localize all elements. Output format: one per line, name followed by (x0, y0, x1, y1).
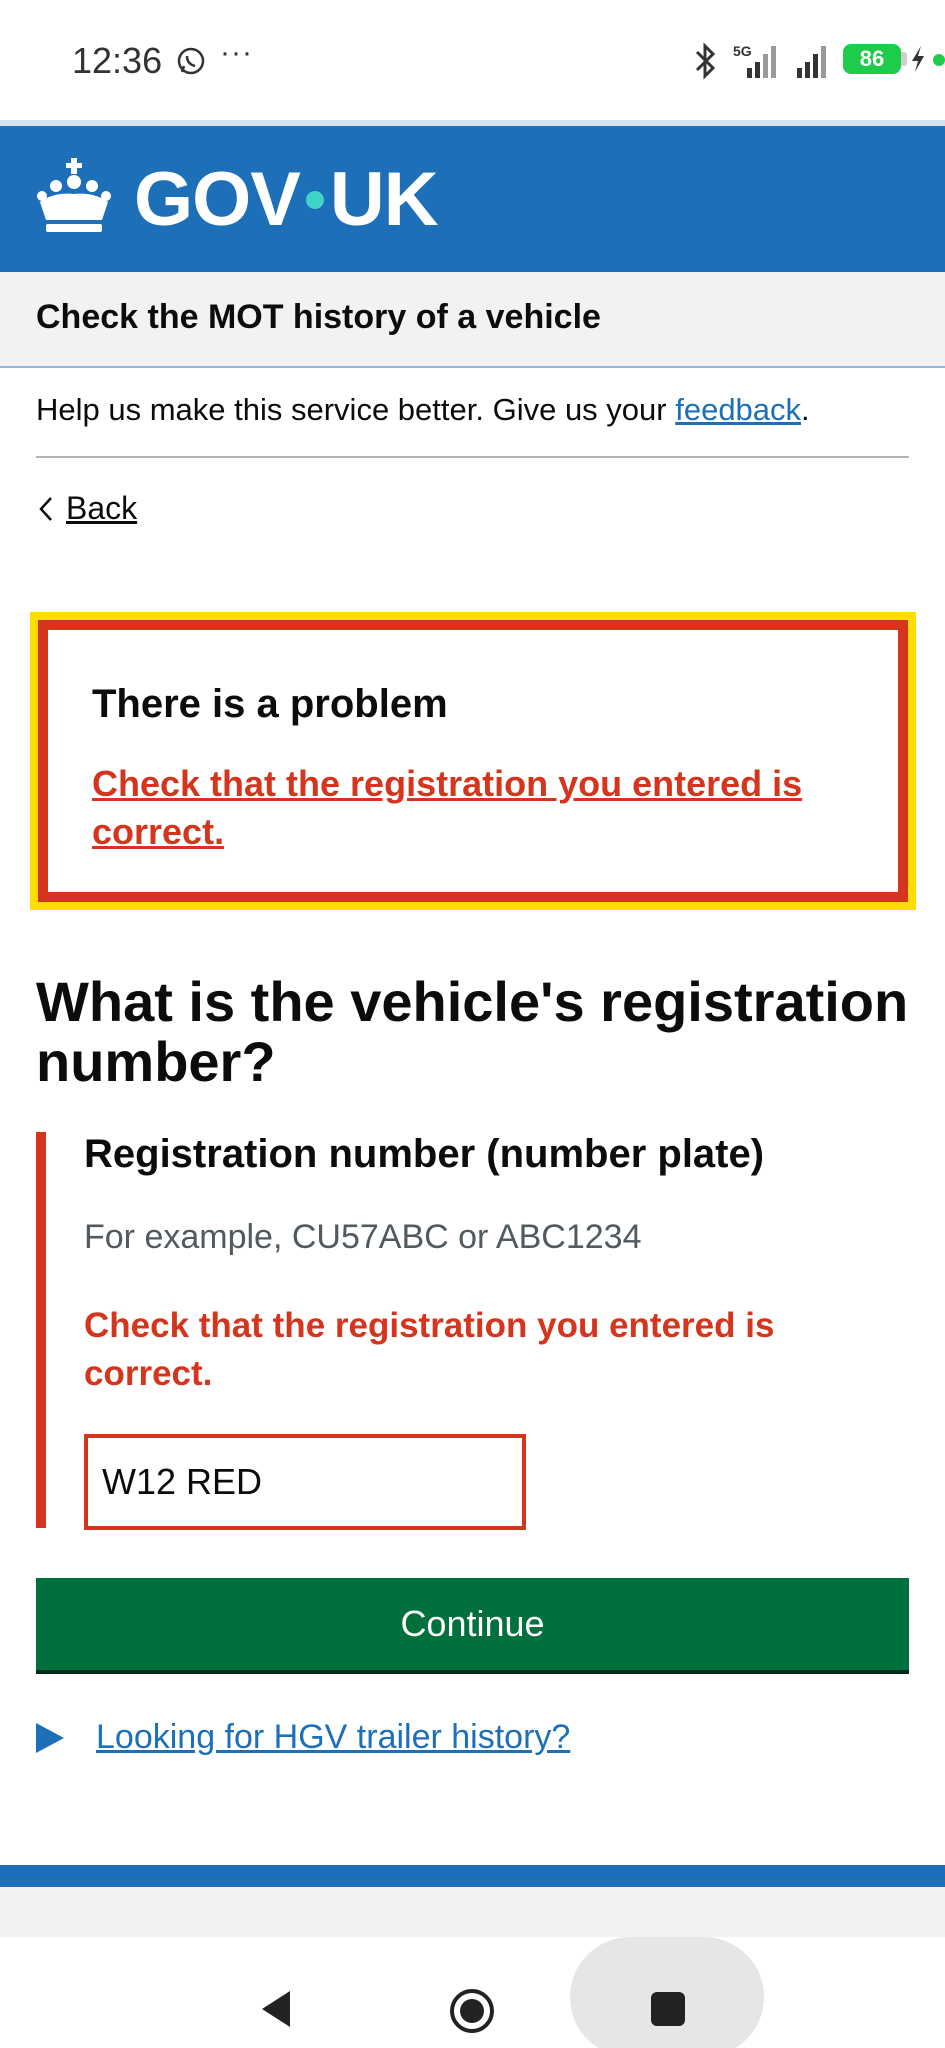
govuk-logo[interactable] (134, 156, 438, 243)
bluetooth-icon (693, 42, 719, 80)
signal-icon (795, 42, 835, 80)
registration-error-message: Check that the registration you entered is correct. (84, 1306, 775, 1393)
whatsapp-icon (176, 46, 206, 76)
battery-icon: 86 (843, 44, 901, 74)
privacy-indicator-icon (933, 54, 945, 66)
service-navigation (0, 272, 945, 368)
error-summary-title: There is a problem (92, 682, 448, 726)
svg-text:5G: 5G (733, 43, 752, 59)
nav-home-icon[interactable] (448, 1987, 496, 2035)
error-summary (30, 612, 916, 910)
footer (0, 1887, 945, 1937)
status-icons (645, 38, 945, 84)
page-heading: What is the vehicle's registration number? (36, 970, 909, 1093)
error-summary-box (38, 620, 908, 902)
registration-hint: For example, CU57ABC or ABC1234 (84, 1218, 642, 1256)
hgv-trailer-link[interactable]: Looking for HGV trailer history? (96, 1718, 571, 1756)
back-label: Back (66, 490, 138, 526)
crown-icon (34, 158, 114, 236)
logo-dot (306, 191, 324, 209)
feedback-link[interactable]: feedback (675, 392, 802, 427)
footer-border (0, 1865, 945, 1887)
logo-gov: GOV (134, 157, 300, 242)
status-bar (0, 0, 945, 120)
divider (36, 456, 909, 458)
hgv-details[interactable] (36, 1718, 570, 1757)
system-navigation-bar (0, 1937, 945, 2048)
registration-label: Registration number (number plate) (84, 1132, 765, 1176)
service-name[interactable]: Check the MOT history of a vehicle (36, 298, 601, 336)
logo-uk: UK (329, 157, 438, 242)
feedback-suffix: . (801, 392, 810, 427)
charging-icon (909, 44, 927, 74)
disclosure-triangle-icon (36, 1721, 66, 1755)
more-notifications-icon: ··· (220, 36, 253, 69)
feedback-text: Help us make this service better. Give us your (36, 392, 676, 427)
signal-5g-icon (733, 42, 785, 80)
nav-back-icon[interactable] (258, 1989, 294, 2029)
battery-tip (901, 52, 907, 66)
feedback-banner (36, 392, 810, 428)
govuk-header (0, 120, 945, 272)
back-link[interactable] (36, 490, 137, 527)
nav-recents-icon[interactable] (651, 1992, 685, 2026)
registration-input[interactable] (84, 1434, 526, 1530)
status-time: 12:36 (72, 40, 163, 81)
form-group-error (36, 1132, 916, 1528)
continue-button[interactable]: Continue (36, 1578, 909, 1670)
error-summary-link[interactable]: Check that the registration you entered is correct. (92, 763, 803, 852)
back-chevron-icon (36, 494, 56, 524)
